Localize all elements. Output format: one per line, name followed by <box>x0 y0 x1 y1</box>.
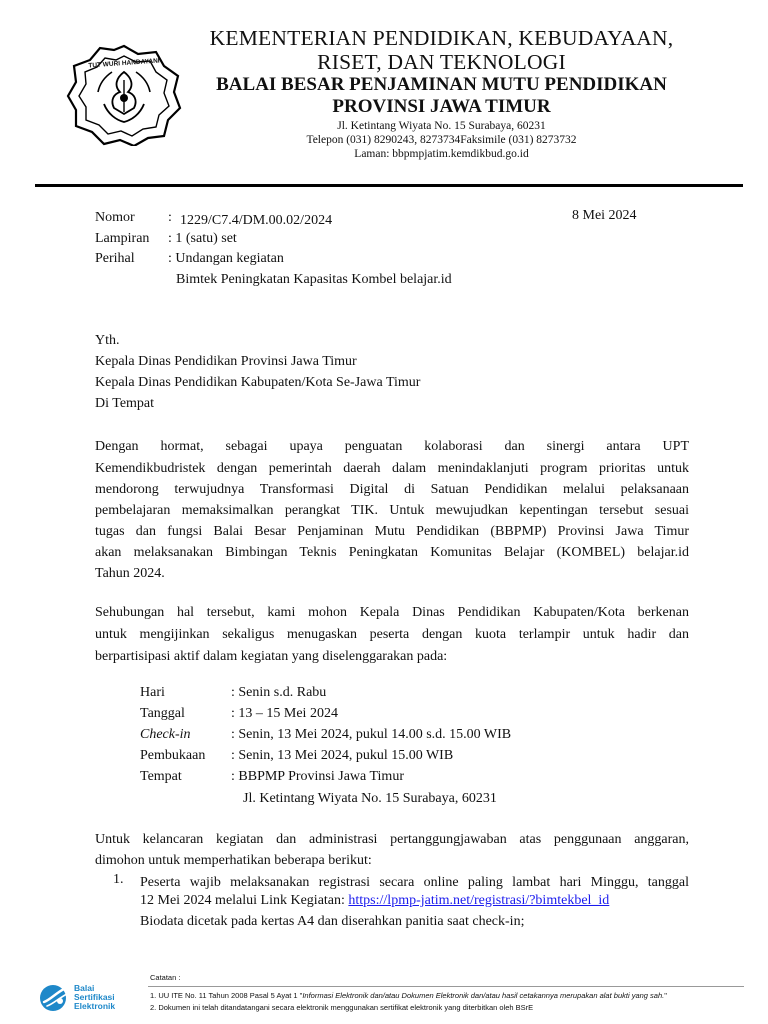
lampiran-value: : 1 (satu) set <box>168 231 237 246</box>
item1-number: 1. <box>113 872 124 887</box>
nomor-value: 1229/C7.4/DM.00.02/2024 <box>180 213 333 228</box>
para1-line4: pembelajaran memaksimalkan perangkat TIK. Untuk mewujudkan kepentingan tersebut sesuai <box>95 503 689 518</box>
letter-date: 8 Mei 2024 <box>572 208 637 223</box>
para2-line1: Sehubungan hal tersebut, kami mohon Kepala Dinas Pendidikan Kabupaten/Kota berkenan <box>95 605 689 620</box>
para1-line1: Dengan hormat, sebagai upaya penguatan kolaborasi dan sinergi antara UPT <box>95 439 689 454</box>
schedule-value-pembukaan: : Senin, 13 Mei 2024, pukul 15.00 WIB <box>231 748 454 763</box>
lampiran-label: Lampiran <box>95 231 150 246</box>
bsre-name-line2: Sertifikasi <box>74 992 115 1002</box>
recipient-line1: Kepala Dinas Pendidikan Provinsi Jawa Timur <box>95 354 357 369</box>
schedule-venue-address: Jl. Ketintang Wiyata No. 15 Surabaya, 60231 <box>243 791 497 806</box>
recipient-line2: Kepala Dinas Pendidikan Kabupaten/Kota Se-Jawa Timur <box>95 375 421 390</box>
footer-note1-suffix: " <box>664 991 667 1000</box>
nomor-separator: : <box>168 210 172 225</box>
letterhead-address: Jl. Ketintang Wiyata No. 15 Surabaya, 60231 <box>337 120 546 132</box>
schedule-label-hari: Hari <box>140 685 165 700</box>
schedule-value-hari: : Senin s.d. Rabu <box>231 685 327 700</box>
footer-catatan: Catatan : <box>150 973 181 982</box>
letterhead-phone: Telepon (031) 8290243, 8273734Faksimile (031) 8273732 <box>306 134 577 146</box>
para1-line5: tugas dan fungsi Balai Besar Penjaminan Mutu Pendidikan (BBPMP) Provinsi Jawa Timur <box>95 524 689 539</box>
para1-line2: Kemendikbudristek dengan pemerintah daerah dalam menindaklanjuti program prioritas untuk <box>95 461 689 476</box>
schedule-label-pembukaan: Pembukaan <box>140 748 206 763</box>
recipient-salutation: Yth. <box>95 333 120 348</box>
para1-line7: Tahun 2024. <box>95 566 165 581</box>
para1-line3: mendorong terwujudnya Transformasi Digital di Satuan Pendidikan melalui pelaksanaan <box>95 482 689 497</box>
institution-name-line2: PROVINSI JAWA TIMUR <box>332 96 551 117</box>
item1-line2 <box>140 893 609 909</box>
bsre-name-line1: Balai <box>74 983 95 993</box>
para2-line3: berpartisipasi aktif dalam kegiatan yang diselenggarakan pada: <box>95 649 448 664</box>
para1-line6: akan melaksanakan Bimbingan Teknis Peningkatan Komunitas Belajar (KOMBEL) belajar.id <box>95 545 689 560</box>
bsre-name <box>74 984 115 1011</box>
footer-note1 <box>150 991 667 1000</box>
perihal-label: Perihal <box>95 251 135 266</box>
ministry-name-line1: KEMENTERIAN PENDIDIKAN, KEBUDAYAAN, <box>209 26 674 50</box>
bsre-logo-icon <box>38 983 72 1013</box>
perihal-value-continued: Bimtek Peningkatan Kapasitas Kombel belajar.id <box>176 272 452 287</box>
nomor-label: Nomor <box>95 210 135 225</box>
para2-line2: untuk mengijinkan sekaligus menugaskan peserta dengan kuota terlampir untuk hadir dan <box>95 627 689 642</box>
logo-motto: TUT WURI HANDAYANI <box>88 57 160 70</box>
item1-line3: Biodata dicetak pada kertas A4 dan diserahkan panitia saat check-in; <box>140 914 525 929</box>
recipient-line3: Di Tempat <box>95 396 155 411</box>
ministry-name-line2: RISET, DAN TEKNOLOGI <box>317 50 566 74</box>
item1-line2-text: 12 Mei 2024 melalui Link Kegiatan: <box>140 893 349 908</box>
para3-line1: Untuk kelancaran kegiatan dan administrasi pertanggungjawaban atas penggunaan anggaran, <box>95 832 689 847</box>
para3-line2: dimohon untuk memperhatikan beberapa berikut: <box>95 853 372 868</box>
schedule-label-checkin: Check-in <box>140 727 191 742</box>
bsre-name-line3: Elektronik <box>74 1001 116 1011</box>
footer-note1-prefix: 1. UU ITE No. 11 Tahun 2008 Pasal 5 Ayat 1 " <box>150 991 303 1000</box>
schedule-label-tempat: Tempat <box>140 769 182 784</box>
schedule-value-tempat: : BBPMP Provinsi Jawa Timur <box>231 769 404 784</box>
letterhead-website: Laman: bbpmpjatim.kemdikbud.go.id <box>354 148 529 160</box>
footer-note1-quote: Informasi Elektronik dan/atau Dokumen Elektronik dan/atau hasil cetakannya merupakan alat bukti yang sah. <box>302 991 665 1000</box>
schedule-value-tanggal: : 13 – 15 Mei 2024 <box>231 706 338 721</box>
footer-note2: 2. Dokumen ini telah ditandatangani secara elektronik menggunakan sertifikat elektronik yang diterbitkan oleh BSrE <box>150 1003 534 1012</box>
item1-line1: Peserta wajib melaksanakan registrasi secara online paling lambat hari Minggu, tanggal <box>140 875 689 890</box>
schedule-label-tanggal: Tanggal <box>140 706 185 721</box>
schedule-value-checkin: : Senin, 13 Mei 2024, pukul 14.00 s.d. 15.00 WIB <box>231 727 512 742</box>
perihal-value: : Undangan kegiatan <box>168 251 284 266</box>
footer-divider <box>148 986 744 987</box>
institution-name-line1: BALAI BESAR PENJAMINAN MUTU PENDIDIKAN <box>216 74 667 95</box>
registration-link[interactable]: https://lpmp-jatim.net/registrasi/?bimtekbel_id <box>348 893 610 908</box>
header-divider-thick <box>35 184 743 187</box>
